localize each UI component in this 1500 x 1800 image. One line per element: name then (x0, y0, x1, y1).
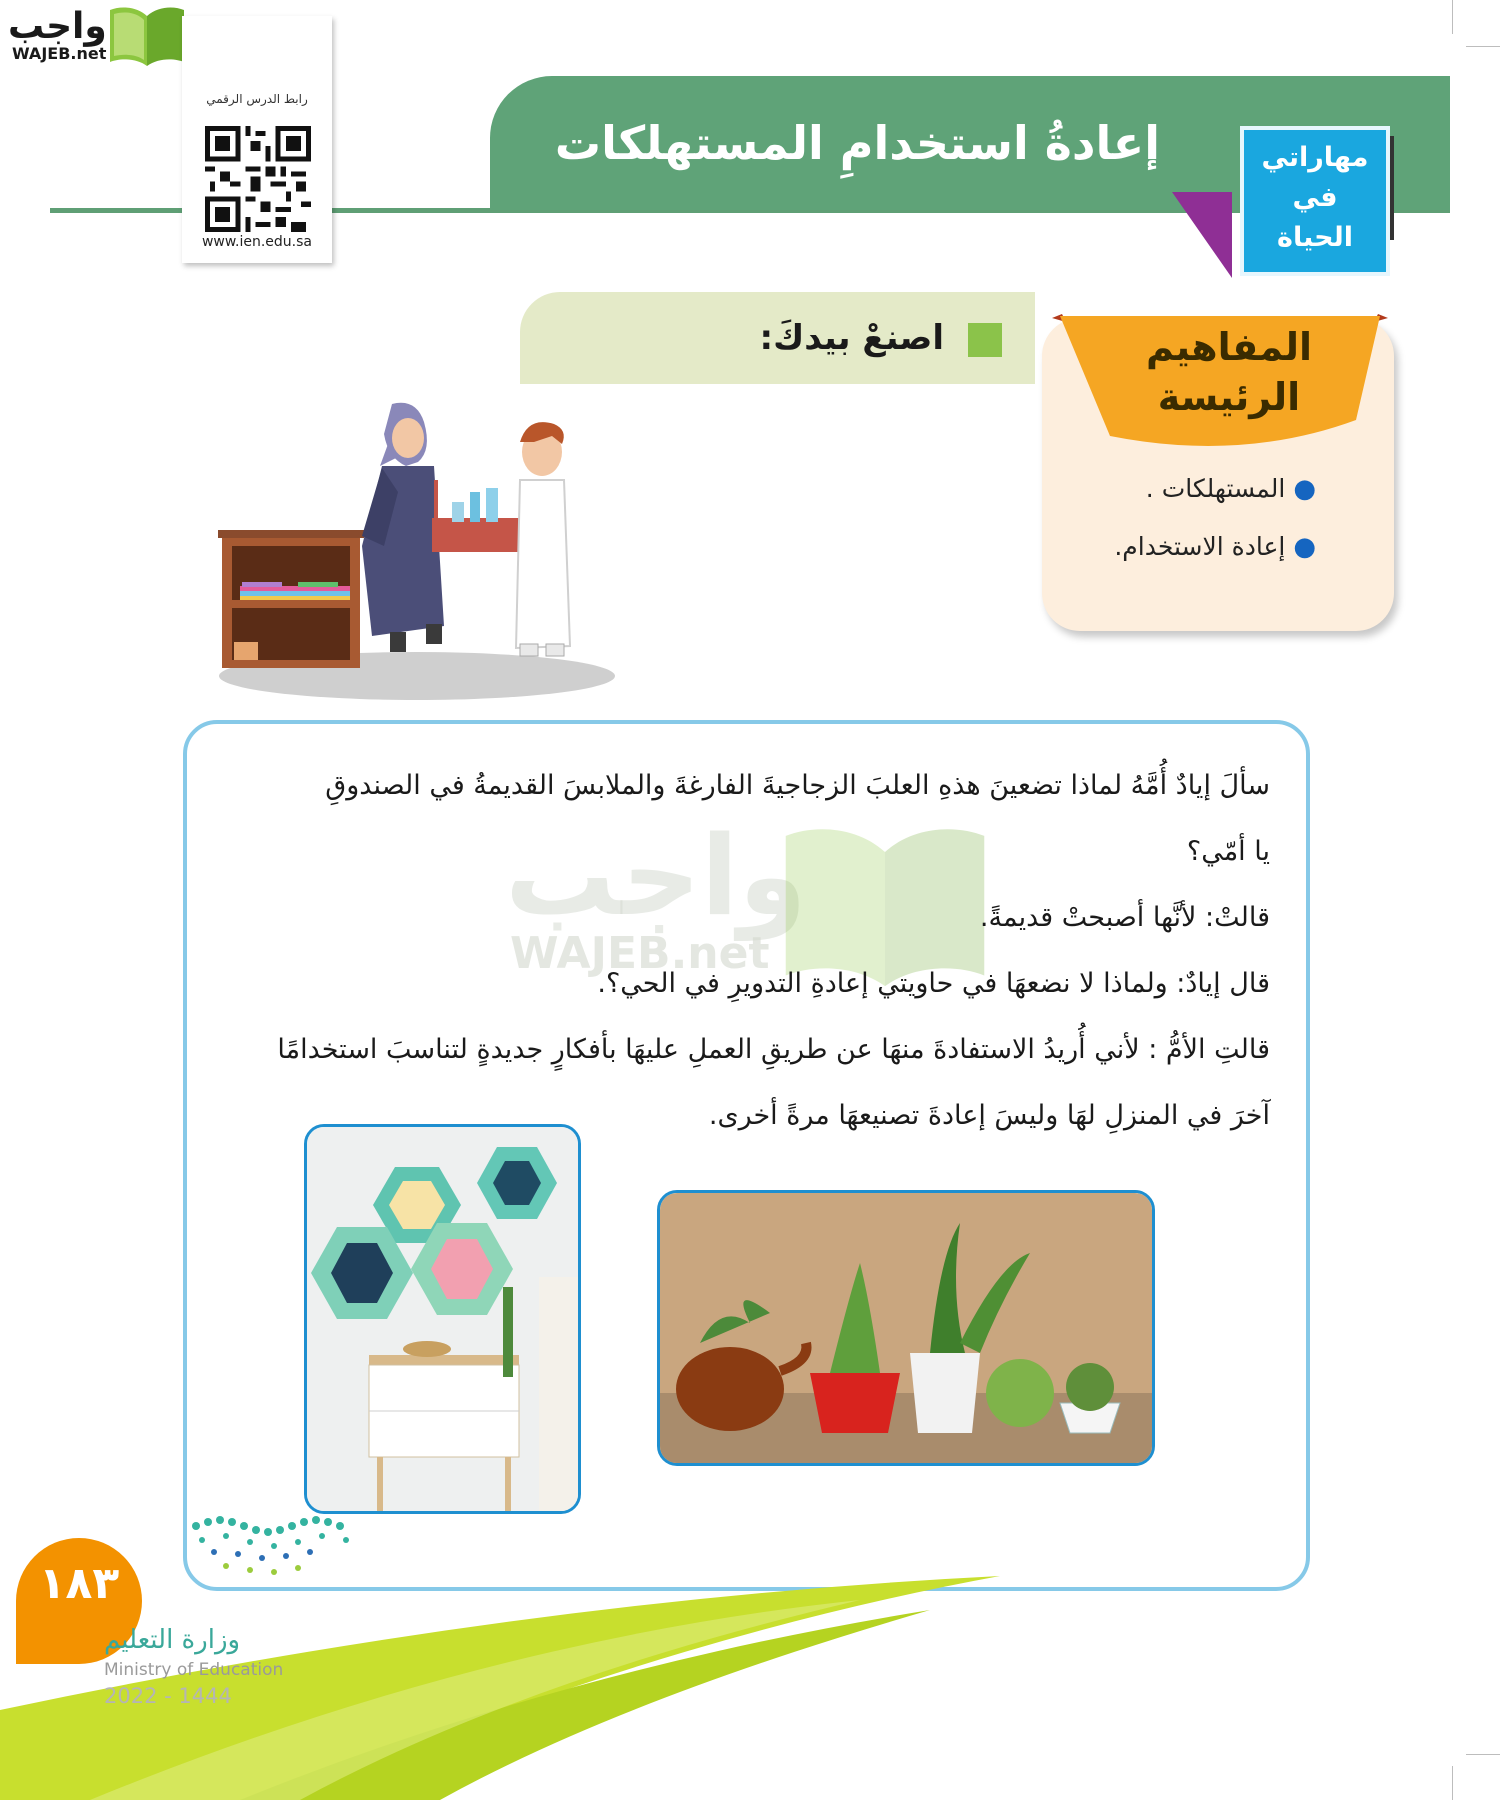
story-line: قالتِ الأمُّ : لأني أُريدُ الاستفادةَ منهَا عن طريقِ العملِ عليهَا بأفكارٍ جديدةٍ لتناسبَ استخدامًا (277, 1034, 1270, 1065)
story-line: يا أمّي؟ (1186, 836, 1270, 867)
make-by-hand-title: اصنعْ بيدكَ: (759, 318, 944, 358)
crop-mark (1466, 46, 1500, 47)
label-line: الحياة (1277, 222, 1353, 253)
green-square-icon (968, 323, 1002, 357)
ministry-logo-icon (186, 1506, 354, 1600)
concept-item-label: المستهلكات . (1145, 474, 1286, 503)
bullet-icon: ● (1293, 532, 1316, 562)
story-line: قال إيادٌ: ولماذا لا نضعهَا في حاويتي إعادةِ التدويرِ في الحي؟. (597, 968, 1270, 999)
wajeb-logo-text: واجب (8, 6, 107, 47)
story-line: قالتْ: لأنَّها أصبحتْ قديمةً. (979, 902, 1270, 933)
wajeb-logo-domain: WAJEB.net (12, 44, 107, 63)
hexagon-shelves-image (307, 1127, 578, 1511)
concepts-title-line: المفاهيم (1145, 325, 1313, 369)
plants-image (660, 1193, 1152, 1463)
watermark-domain: WAJEB.net (510, 928, 770, 979)
ministry-name-arabic: وزارة التعليم (104, 1625, 241, 1655)
key-concepts-title (1110, 322, 1348, 422)
concepts-title-line: الرئيسة (1157, 375, 1301, 419)
hexagon-shelves-photo (304, 1124, 581, 1514)
concept-item (1114, 532, 1316, 562)
story-line: سألَ إيادٌ أُمَّهُ لماذا تضعينَ هذهِ العلبَ الزجاجيةَ الفارغةَ والملابسَ القديمةُ في الصندوقِ (325, 770, 1270, 801)
edition-year: 2022 - 1444 (104, 1684, 232, 1708)
qr-caption: رابط الدرس الرقمي (206, 92, 308, 106)
ministry-name-english: Ministry of Education (104, 1660, 284, 1680)
label-fold (1172, 192, 1232, 278)
bullet-icon: ● (1293, 474, 1316, 504)
label-line: في (1292, 182, 1338, 213)
life-skills-label-text (1240, 138, 1390, 258)
concept-item-label: إعادة الاستخدام. (1114, 532, 1286, 561)
watermark-book-icon (775, 818, 995, 988)
label-line: مهاراتي (1261, 142, 1369, 173)
story-line: آخرَ في المنزلِ لهَا وليسَ إعادةَ تصنيعهَا مرةً أخرى. (708, 1100, 1270, 1131)
watermark-text: واجب (505, 812, 807, 940)
concept-item (1146, 474, 1316, 504)
qr-code-icon[interactable] (205, 126, 311, 232)
page-title: إعادةُ استخدامِ المستهلكات (554, 116, 1160, 170)
crop-mark (1452, 0, 1453, 34)
plants-photo (657, 1190, 1155, 1466)
mother-son-illustration (212, 396, 622, 702)
book-logo-icon (106, 4, 188, 66)
page-number: ١٨٣ (38, 1558, 120, 1609)
qr-url[interactable]: www.ien.edu.sa (201, 234, 313, 250)
